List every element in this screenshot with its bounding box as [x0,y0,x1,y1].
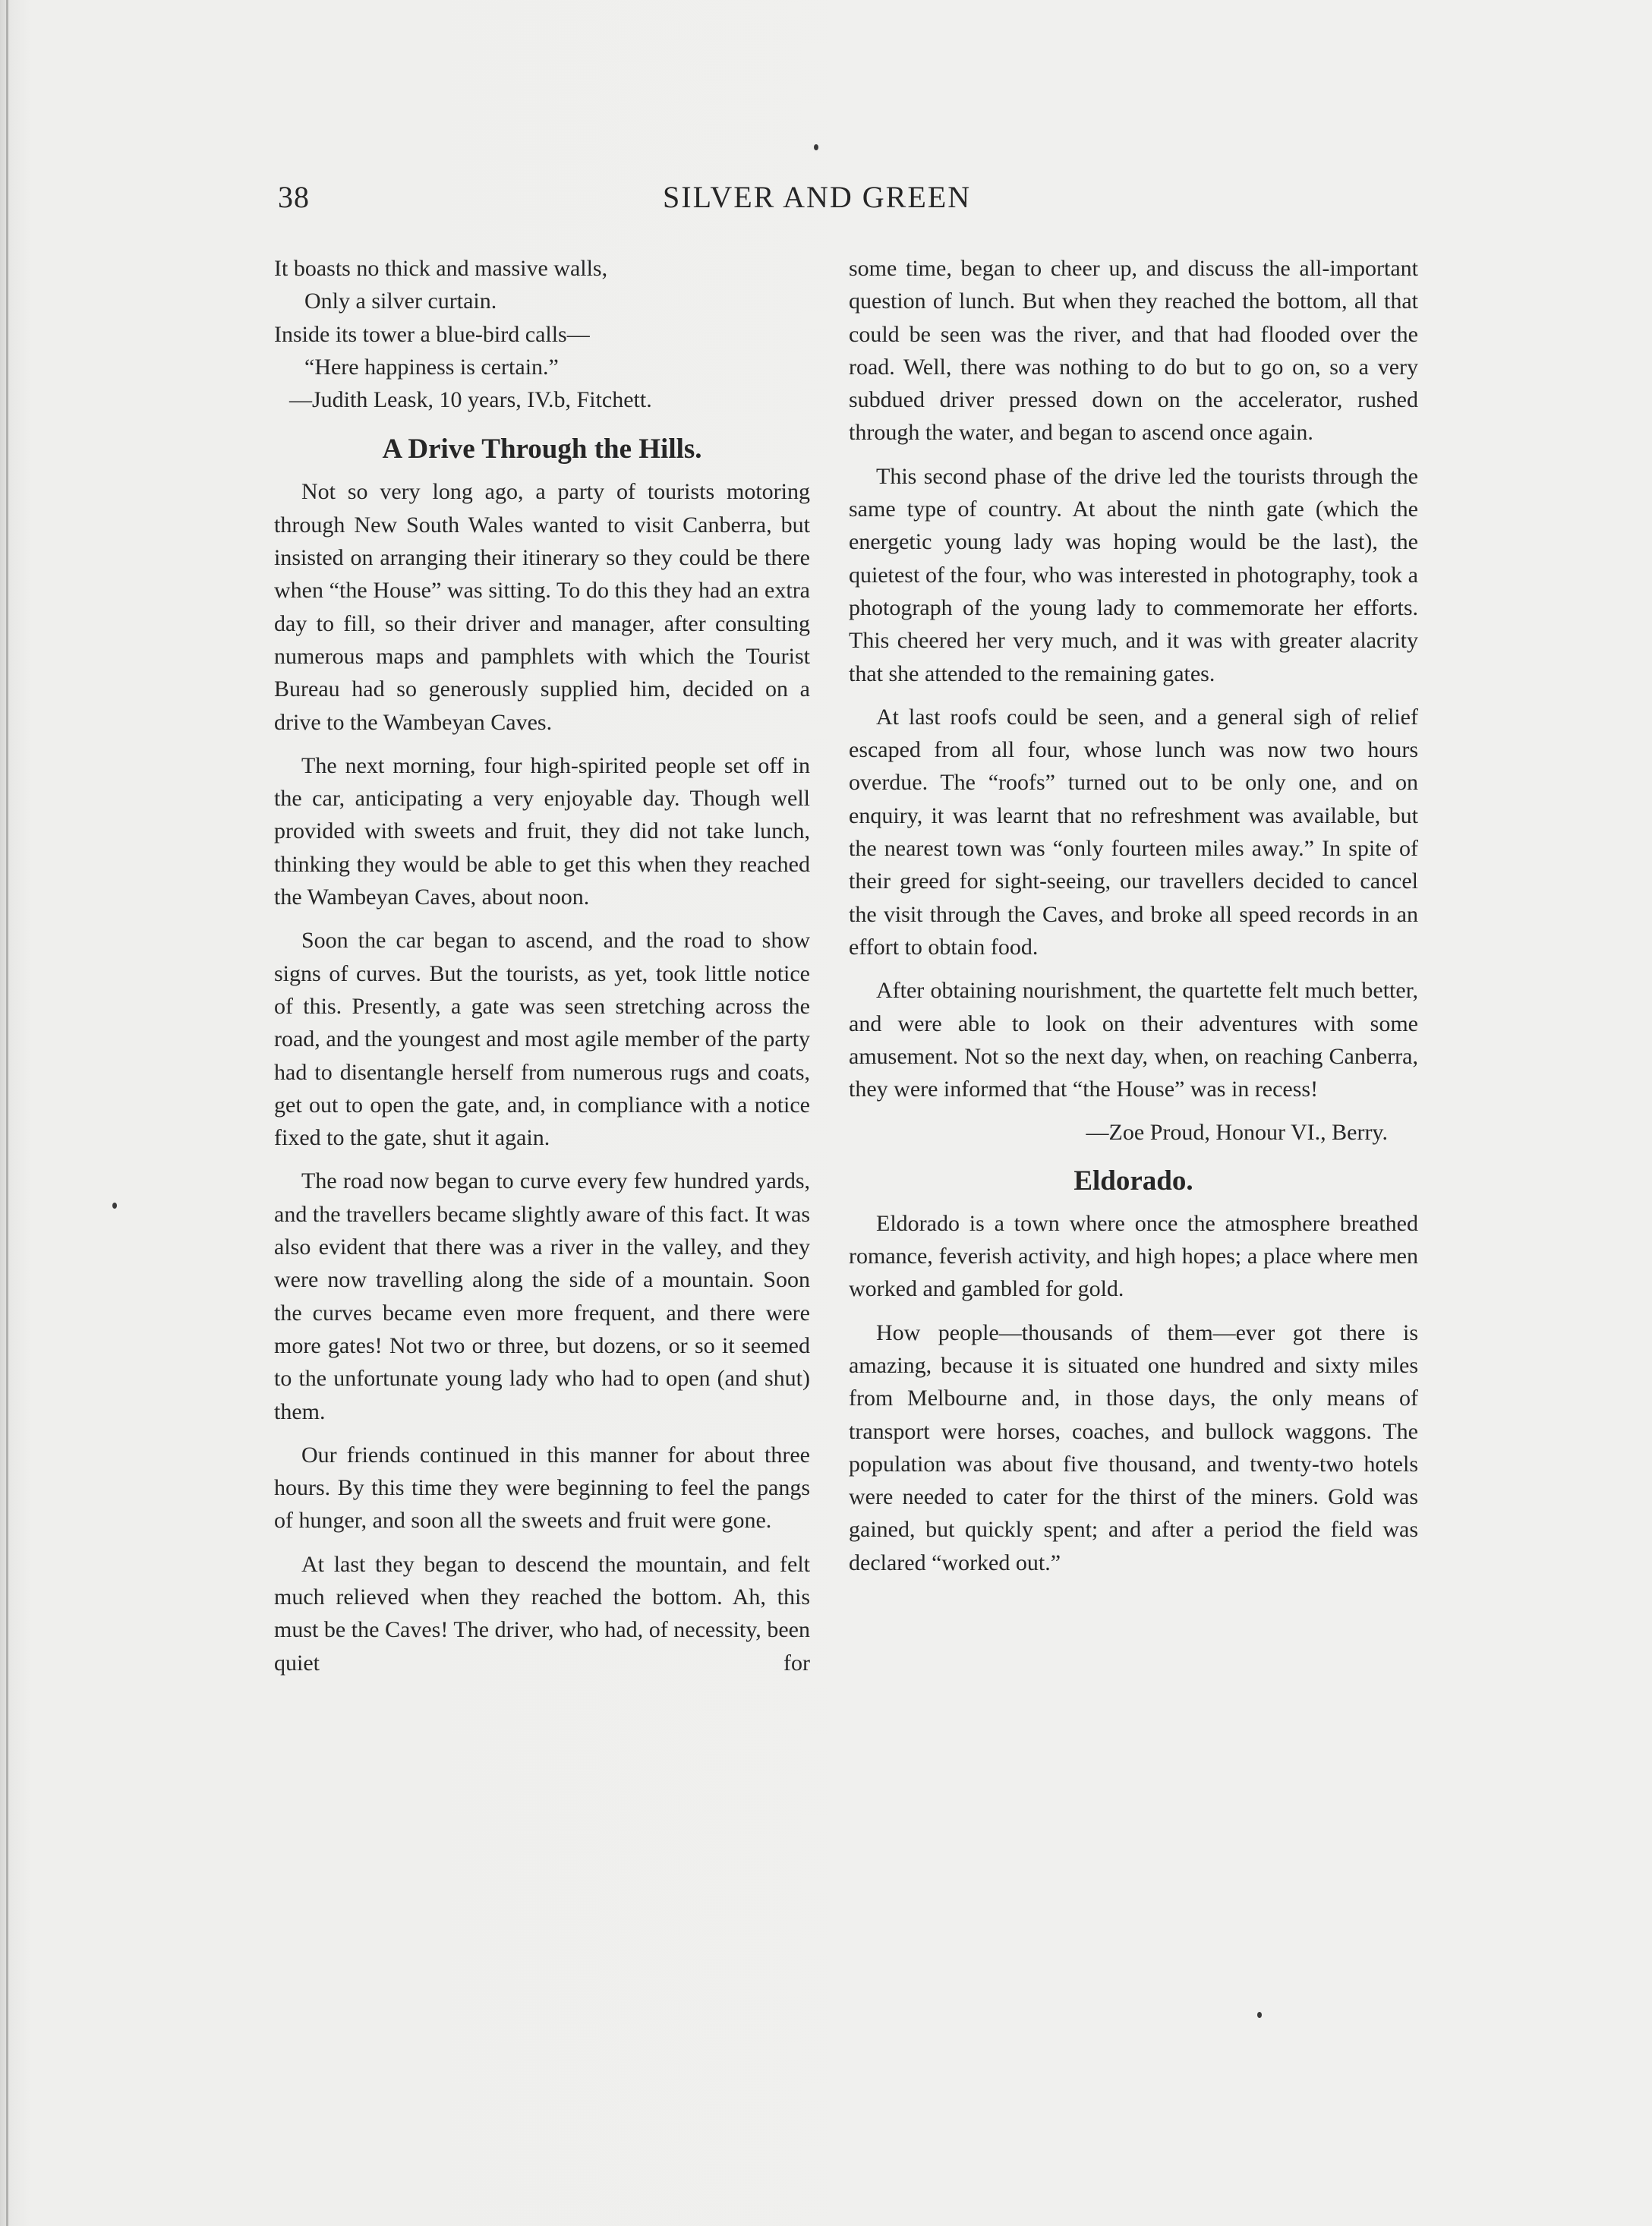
print-speck [112,1203,117,1209]
article-paragraph: At last they began to descend the mountain, and felt much relieved when they reached the bottom. Ah, this must be the Caves! The driver, who had, of necessity, been quiet for [274,1551,810,1676]
page-header [0,179,1652,225]
poem-verse [274,252,810,416]
left-column [274,252,810,1690]
poem-credit: —Judith Leask, 10 years, IV.b, Fitchett. [289,387,652,413]
article2-paragraph: How people—thousands of them—ever got there is amazing, because it is situated one hundred and sixty miles from Melbourne and, in those days, the only means of transport were horses, coaches, and bullock waggons. The population was about five thousand, and twenty-two hotels were needed to cater for the thirst of the miners. Gold was gained, but quickly spent; and after a period the field was declared “worked out.” [849,1320,1418,1575]
verse-line: “Here happiness is certain.” [304,354,559,380]
article-paragraph: This second phase of the drive led the tourists through the same type of country. At about the ninth gate (which the energetic young lady was hoping would be the last), the quietest of the four, who was interested in photography, took a photograph of the young lady to commemorate her efforts. This cheered her very much, and it was with greater alacrity that she attended to the remaining gates. [849,463,1418,686]
verse-line: Only a silver curtain. [304,288,497,314]
right-column [849,252,1418,1590]
article-paragraph: Not so very long ago, a party of tourists motoring through New South Wales wanted to visit Canberra, but insisted on arranging their itinerary so they could be there when “the House” was sitting. To do this they had an extra day to fill, so their driver and manager, after consulting numerous maps and pamphlets with which the Tourist Bureau had so generously supplied him, decided on a drive to the Wambeyan Caves. [274,479,810,735]
print-speck [814,144,818,150]
article-paragraph: At last roofs could be seen, and a general sigh of relief escaped from all four, whose lunch was now two hours overdue. The “roofs” turned out to be only one, and on enquiry, it was learnt that no refreshment was available, but the nearest town was “only fourteen miles away.” In spite of their greed for sight-seeing, our travellers decided to cancel the visit through the Caves, and broke all speed records in an effort to obtain food. [849,704,1418,960]
article-paragraph-continued: some time, began to cheer up, and discuss the all-important question of lunch. But when they reached the bottom, all that could be seen was the river, and that had flooded over the road. Well, there was nothing to do but to go on, so a very subdued driver pressed down on the accelerator, rushed through the water, and began to ascend once again. [849,256,1418,446]
article-paragraph: Our friends continued in this manner for about three hours. By this time they were beginning to feel the pangs of hunger, and soon all the sweets and fruit were gone. [274,1442,810,1534]
article-paragraph: The road now began to curve every few hundred yards, and the travellers became slightly aware of this fact. It was also evident that there was a river in the valley, and they were now travelling along the side of a mountain. Soon the curves became even more frequent, and there were more gates! Not two or three, but dozens, or so it seemed to the unfortunate young lady who had to open (and shut) them. [274,1168,810,1424]
verse-line: Inside its tower a blue-bird calls— [274,321,590,347]
article2-paragraph: Eldorado is a town where once the atmosphere breathed romance, feverish activity, and high hopes; a place where men worked and gambled for gold. [849,1210,1418,1302]
article-paragraph: Soon the car began to ascend, and the road to show signs of curves. But the tourists, as yet, took little notice of this. Presently, a gate was seen stretching across the road, and the youngest and most agile member of the party had to disentangle herself from numerous rugs and coats, get out to open the gate, and, in compliance with a notice fixed to the gate, shut it again. [274,928,810,1151]
article-title: A Drive Through the Hills. [382,434,702,465]
article2-title: Eldorado. [1073,1165,1193,1197]
print-speck [1257,2012,1262,2018]
binding-edge [6,0,8,2226]
article-credit: —Zoe Proud, Honour VI., Berry. [1086,1120,1388,1146]
running-title: SILVER AND GREEN [663,180,972,214]
verse-line: It boasts no thick and massive walls, [274,256,608,281]
article-paragraph: The next morning, four high-spirited people set off in the car, anticipating a very enjoyable day. Though well provided with sweets and fruit, they did not take lunch, thinking they would be able to get this when they reached the Wambeyan Caves, about noon. [274,752,810,910]
page-number: 38 [278,180,310,214]
article-paragraph: After obtaining nourishment, the quartette felt much better, and were able to look on their adventures with some amusement. Not so the next day, when, on reaching Canberra, they were informed that “the House” was in recess! [849,978,1418,1102]
